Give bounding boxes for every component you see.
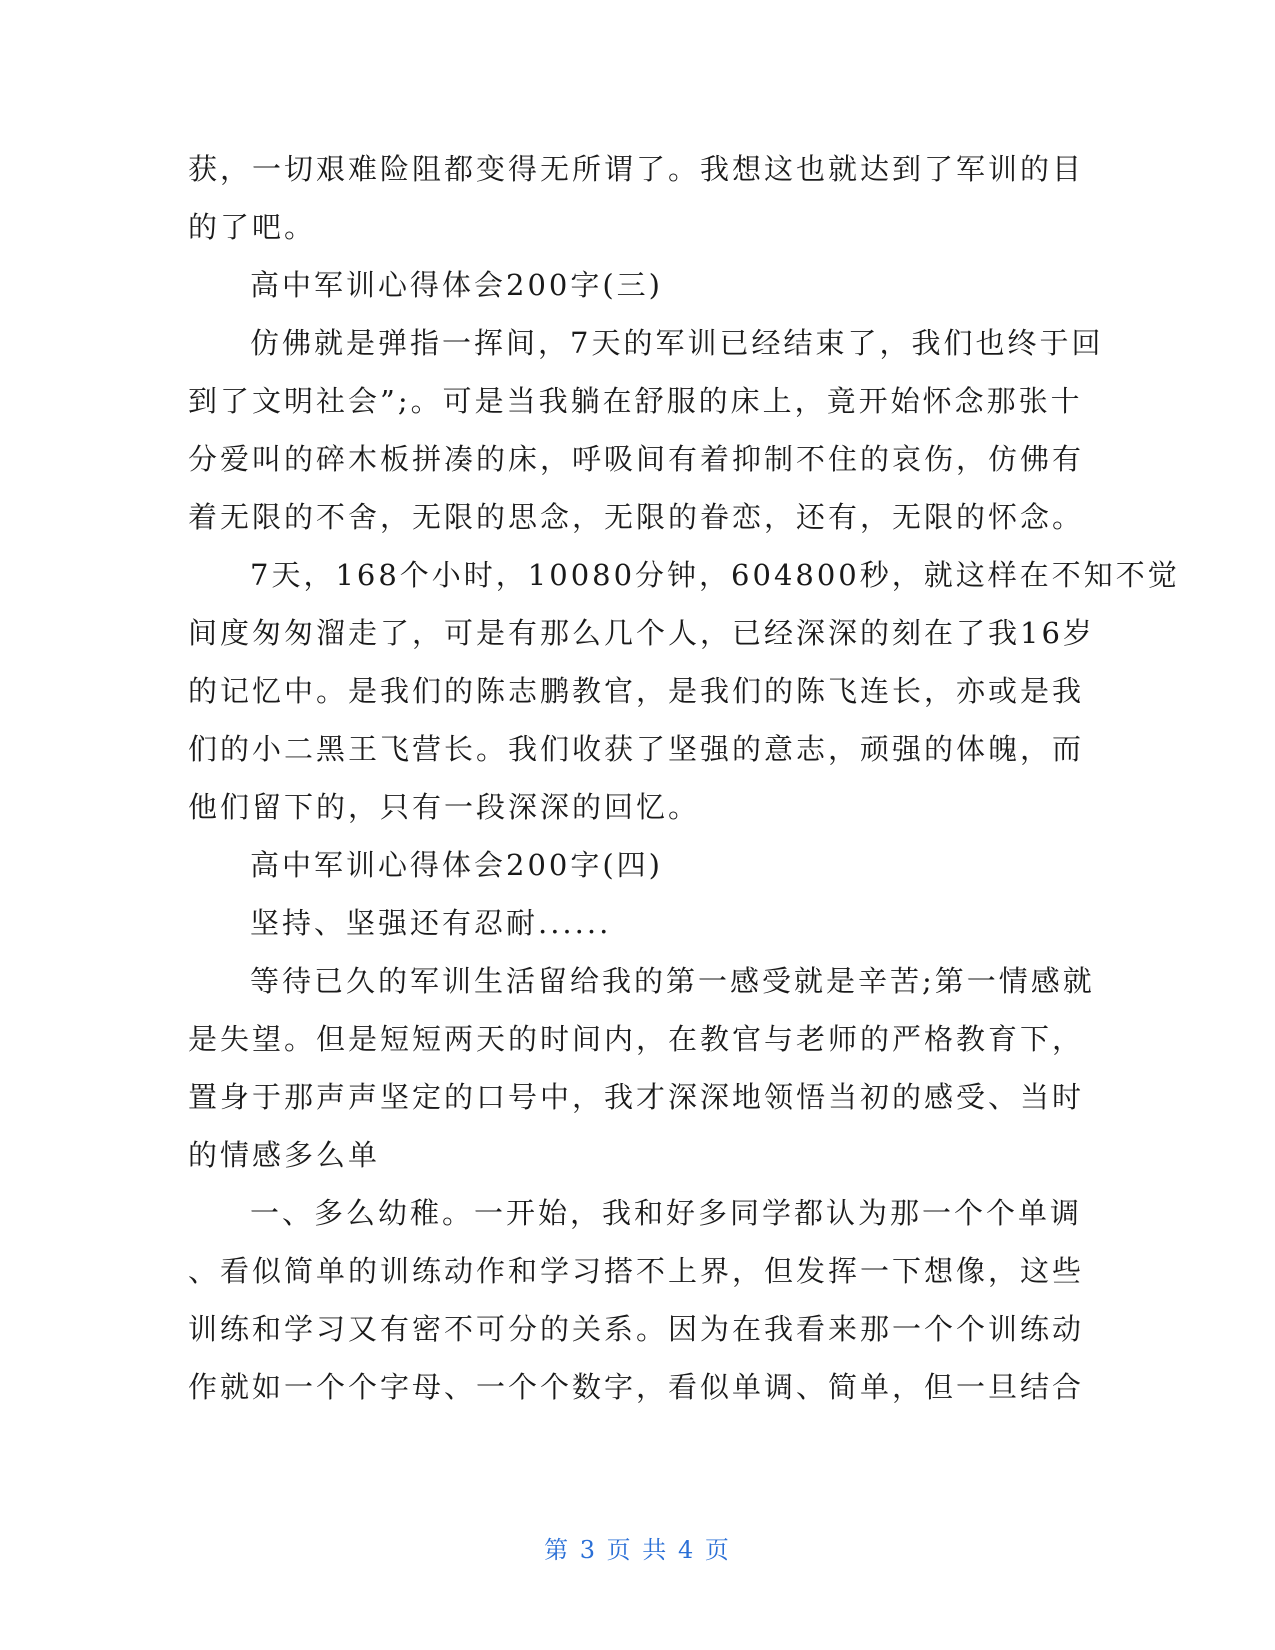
text-line: 等待已久的军训生活留给我的第一感受就是辛苦;第一情感就 bbox=[250, 964, 1095, 998]
text-line: 是失望。但是短短两天的时间内，在教官与老师的严格教育下， bbox=[188, 1022, 1085, 1056]
text-line: 们的小二黑王飞营长。我们收获了坚强的意志，顽强的体魄，而 bbox=[188, 732, 1085, 766]
document-body bbox=[188, 140, 1180, 1416]
text-line: 的情感多么单 bbox=[188, 1138, 381, 1172]
text-line: 的记忆中。是我们的陈志鹏教官，是我们的陈飞连长，亦或是我 bbox=[188, 674, 1085, 708]
text-line: 一、多么幼稚。一开始，我和好多同学都认为那一个个单调 bbox=[250, 1196, 1083, 1230]
text-line: 、看似简单的训练动作和学习搭不上界，但发挥一下想像，这些 bbox=[188, 1254, 1085, 1288]
text-line: 置身于那声声坚定的口号中，我才深深地领悟当初的感受、当时 bbox=[188, 1080, 1085, 1114]
text-line: 训练和学习又有密不可分的关系。因为在我看来那一个个训练动 bbox=[188, 1312, 1085, 1346]
section-heading: 高中军训心得体会200字(三) bbox=[250, 268, 663, 302]
text-line: 着无限的不舍，无限的思念，无限的眷恋，还有，无限的怀念。 bbox=[188, 500, 1085, 534]
text-line: 间度匆匆溜走了，可是有那么几个人，已经深深的刻在了我16岁 bbox=[188, 616, 1095, 650]
text-line: 的了吧。 bbox=[188, 210, 317, 244]
text-line: 分爱叫的碎木板拼凑的床，呼吸间有着抑制不住的哀伤，仿佛有 bbox=[188, 442, 1085, 476]
text-line: 到了文明社会”;。可是当我躺在舒服的床上，竟开始怀念那张十 bbox=[188, 384, 1083, 418]
text-line: 仿佛就是弹指一挥间，7天的军训已经结束了，我们也终于回 bbox=[250, 326, 1104, 360]
text-line: 获，一切艰难险阻都变得无所谓了。我想这也就达到了军训的目 bbox=[188, 152, 1085, 186]
section-heading: 高中军训心得体会200字(四) bbox=[250, 848, 663, 882]
text-line: 7天，168个小时，10080分钟，604800秒，就这样在不知不觉 bbox=[250, 558, 1180, 592]
text-line: 作就如一个个字母、一个个数字，看似单调、简单，但一旦结合 bbox=[188, 1370, 1085, 1404]
text-line: 他们留下的，只有一段深深的回忆。 bbox=[188, 790, 701, 824]
page-number: 第 3 页 共 4 页 bbox=[544, 1536, 731, 1564]
text-line: 坚持、坚强还有忍耐...... bbox=[250, 906, 612, 940]
